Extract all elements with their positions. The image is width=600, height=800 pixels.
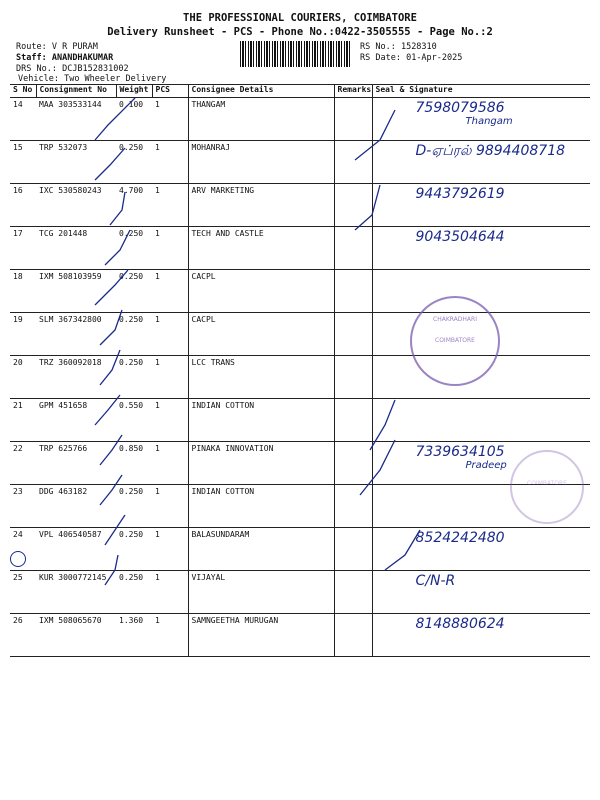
cell-weight: 0.250 [116,356,152,399]
cell-pcs: 1 [152,313,188,356]
cell-sno: 22 [10,442,36,485]
cell-signature [372,528,590,571]
cell-pcs: 1 [152,571,188,614]
cell-signature [372,399,590,442]
cell-sno: 20 [10,356,36,399]
cell-pcs: 1 [152,528,188,571]
cell-weight: 0.250 [116,227,152,270]
drs-barcode [240,41,350,67]
col-consignment-no: Consignment No [36,85,116,98]
cell-remarks [334,399,372,442]
faded-seal-stamp [510,450,584,524]
route-value: V R PURAM [51,42,98,52]
vehicle-label: Vehicle: [18,74,59,84]
cell-remarks [334,270,372,313]
table-row [10,98,590,141]
cell-pcs: 1 [152,141,188,184]
cell-remarks [334,184,372,227]
cell-consignee: VIJAYAL [188,571,334,614]
cell-consignee: ARV MARKETING [188,184,334,227]
cell-weight: 0.100 [116,98,152,141]
cell-consignee: INDIAN COTTON [188,399,334,442]
cell-consignment-no: TRP 625766 [36,442,116,485]
cell-remarks [334,313,372,356]
cell-sno: 21 [10,399,36,442]
cell-weight: 0.250 [116,141,152,184]
cell-consignee: SAMNGEETHA MURUGAN [188,614,334,657]
cell-weight: 4.700 [116,184,152,227]
cell-pcs: 1 [152,442,188,485]
cell-consignee: THANGAM [188,98,334,141]
cell-consignment-no: DDG 463182 [36,485,116,528]
table-row [10,571,590,614]
cell-weight: 0.250 [116,270,152,313]
cell-remarks [334,442,372,485]
cell-consignee: CACPL [188,270,334,313]
handwritten-phone: 9043504644 [415,229,505,245]
cell-consignment-no: GPM 451658 [36,399,116,442]
cell-consignment-no: TCG 201448 [36,227,116,270]
cell-consignment-no: MAA 303533144 [36,98,116,141]
cell-weight: 0.250 [116,571,152,614]
cell-pcs: 1 [152,98,188,141]
cell-sno: 16 [10,184,36,227]
handwritten-signature: Thangam [465,116,513,127]
table-row [10,141,590,184]
company-title: THE PROFESSIONAL COURIERS, COIMBATORE [183,12,417,24]
cell-remarks [334,614,372,657]
cell-consignee: INDIAN COTTON [188,485,334,528]
cell-consignment-no: TRZ 360092018 [36,356,116,399]
cell-sno: 18 [10,270,36,313]
cell-sno: 23 [10,485,36,528]
cell-pcs: 1 [152,399,188,442]
table-row [10,227,590,270]
staff-label: Staff: [16,53,47,63]
cell-remarks [334,98,372,141]
cell-consignment-no: IXC 530580243 [36,184,116,227]
col-weight: Weight [116,85,152,98]
drs-line [16,64,129,74]
col-consignee-details: Consignee Details [188,85,334,98]
cell-sno: 19 [10,313,36,356]
handwritten-phone: 9443792619 [415,186,505,202]
cell-remarks [334,227,372,270]
cell-consignee: TECH AND CASTLE [188,227,334,270]
vehicle-value: Two Wheeler Delivery [64,74,167,84]
drs-value: DCJB152831002 [62,64,129,74]
rs-no-label: RS No.: [360,42,396,52]
cell-consignee: PINAKA INNOVATION [188,442,334,485]
stamp1-text-2: COIMBATORE [435,337,475,344]
cell-weight: 0.550 [116,399,152,442]
drs-label: DRS No.: [16,64,57,74]
handwritten-phone: 8148880624 [415,616,505,632]
handwritten-phone: C/N-R [415,573,456,589]
handwritten-phone: 7339634105 [415,444,505,460]
cell-sno: 15 [10,141,36,184]
cell-weight: 0.250 [116,528,152,571]
cell-consignment-no: TRP 532073 [36,141,116,184]
cell-signature [372,571,590,614]
cell-sno: 25 [10,571,36,614]
cell-weight: 0.250 [116,485,152,528]
circled-row-mark [10,551,26,567]
stamp2-text-1: COIMBATORE [527,480,567,487]
handwritten-phone: 7598079586 [415,100,505,116]
col-sno: S No [10,85,36,98]
cell-sno: 14 [10,98,36,141]
col-remarks: Remarks [334,85,372,98]
runsheet-subtitle: Delivery Runsheet - PCS - Phone No.:0422-3505555 - Page No.:2 [107,26,493,38]
cell-signature [372,614,590,657]
cell-remarks [334,356,372,399]
rs-date-label: RS Date: [360,53,401,63]
cell-consignee: LCC TRANS [188,356,334,399]
cell-remarks [334,571,372,614]
rs-no-line [360,42,437,52]
staff-value: ANANDHAKUMAR [51,53,114,63]
table-row [10,270,590,313]
cell-sno: 17 [10,227,36,270]
table-row [10,399,590,442]
cell-pcs: 1 [152,227,188,270]
rs-date-value: 01-Apr-2025 [406,53,463,63]
route-label: Route: [16,42,47,52]
col-pcs: PCS [152,85,188,98]
cell-pcs: 1 [152,356,188,399]
route-line [16,42,98,52]
cell-pcs: 1 [152,184,188,227]
cell-remarks [334,141,372,184]
cell-pcs: 1 [152,614,188,657]
cell-signature [372,184,590,227]
handwritten-phone: D-ஏப்ரல் 9894408718 [415,143,566,159]
cell-consignee: CACPL [188,313,334,356]
handwritten-phone: 8524242480 [415,530,505,546]
table-row [10,614,590,657]
cell-weight: 0.250 [116,313,152,356]
cell-remarks [334,528,372,571]
cell-sno: 24 [10,528,36,571]
cell-weight: 1.360 [116,614,152,657]
table-row [10,528,590,571]
cell-remarks [334,485,372,528]
cell-consignment-no: KUR 3000772145 [36,571,116,614]
cell-signature [372,227,590,270]
cell-weight: 0.850 [116,442,152,485]
cell-sno: 26 [10,614,36,657]
cell-pcs: 1 [152,485,188,528]
cell-consignment-no: IXM 508103959 [36,270,116,313]
cell-consignment-no: VPL 406540587 [36,528,116,571]
staff-line [16,53,113,63]
stamp1-text-1: CHAKRADHARI [433,316,477,323]
table-row [10,442,590,485]
cell-consignment-no: IXM 508065670 [36,614,116,657]
table-header-row [10,85,590,98]
table-row [10,313,590,356]
handwritten-signature: Pradeep [465,460,507,471]
runsheet-table [10,84,590,657]
cell-pcs: 1 [152,270,188,313]
table-row [10,184,590,227]
cell-consignee: MOHANRAJ [188,141,334,184]
company-seal-stamp [410,296,500,386]
cell-consignment-no: SLM 367342800 [36,313,116,356]
cell-signature [372,98,590,141]
rs-date-line [360,53,462,63]
table-row [10,485,590,528]
col-seal-signature: Seal & Signature [372,85,590,98]
vehicle-line [18,74,166,84]
cell-signature [372,141,590,184]
rs-no-value: 1528310 [400,42,437,52]
table-row [10,356,590,399]
cell-consignee: BALASUNDARAM [188,528,334,571]
